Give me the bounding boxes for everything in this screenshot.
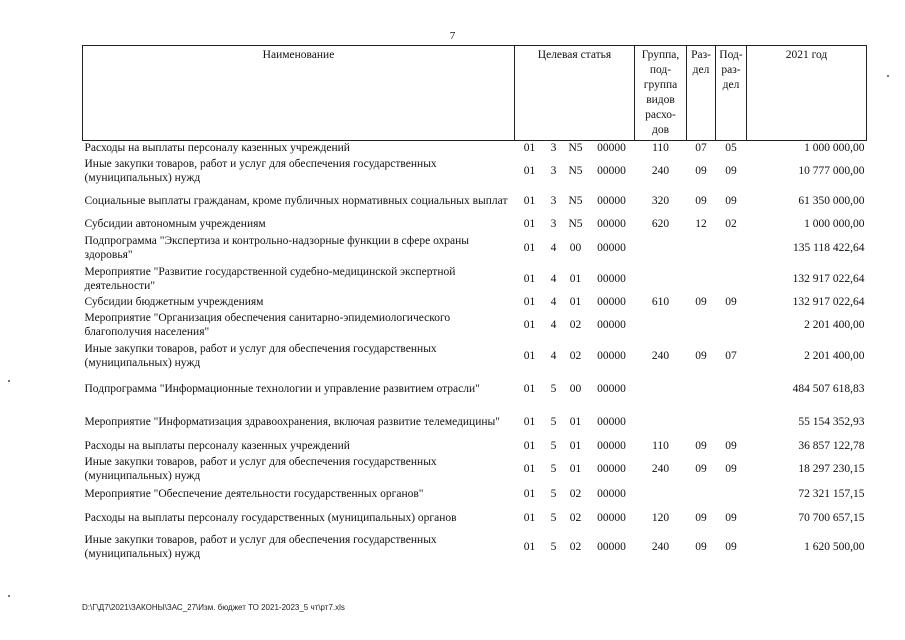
row-code-subprogram: 5 xyxy=(550,540,557,553)
row-subsection: 05 xyxy=(725,142,737,155)
row-subsection xyxy=(716,310,747,341)
row-code-direction: 00000 xyxy=(597,194,626,207)
row-code-subprogram: 5 xyxy=(550,416,557,428)
row-code-program: 01 xyxy=(523,218,536,230)
row-code-program: 01 xyxy=(523,382,536,395)
row-name: Мероприятие "Развитие государственной судебно-медицинской экспертной деятельности" xyxy=(84,265,456,292)
row-section xyxy=(687,310,716,341)
row-name: Социальные выплаты гражданам, кроме публичных нормативных социальных выплат xyxy=(84,194,508,207)
file-path-footer: D:\Г\Д7\2021\ЗАКОНЫ\ЗАС_27\Изм. бюджет ТО 2021-2023_5 чт\рт7.xls xyxy=(82,603,345,612)
row-code-program: 01 xyxy=(523,272,536,285)
row-name: Субсидии автономным учреждениям xyxy=(84,218,266,230)
scan-mark xyxy=(8,595,10,597)
row-name: Расходы на выплаты персоналу государственных (муниципальных) органов xyxy=(84,511,457,524)
table-row xyxy=(83,216,867,233)
row-expense-group xyxy=(635,264,687,294)
row-code-subprogram: 4 xyxy=(550,295,557,308)
row-subsection: 09 xyxy=(725,540,737,553)
row-expense-group: 620 xyxy=(651,218,670,230)
header-name: Наименование xyxy=(83,46,515,141)
row-code-direction: 00000 xyxy=(597,540,626,553)
row-code-event: N5 xyxy=(568,194,583,207)
row-amount: 61 350 000,00 xyxy=(798,194,865,207)
row-amount: 132 917 022,64 xyxy=(792,272,865,285)
table-row xyxy=(83,264,867,294)
row-section: 09 xyxy=(695,440,707,452)
row-name: Иные закупки товаров, работ и услуг для обеспечения государственных (муниципальных) нужд xyxy=(84,455,437,482)
row-subsection: 09 xyxy=(725,164,737,177)
row-code-event: N5 xyxy=(568,164,583,177)
row-expense-group xyxy=(635,372,687,406)
row-name: Расходы на выплаты персоналу казенных учреждений xyxy=(84,142,350,155)
row-subsection xyxy=(716,484,747,505)
row-code-direction: 00000 xyxy=(597,488,626,500)
scan-mark xyxy=(887,75,889,77)
row-subsection xyxy=(716,264,747,294)
row-amount: 1 000 000,00 xyxy=(804,142,865,155)
row-code-event: 02 xyxy=(569,511,582,524)
header-target-article: Целевая статья xyxy=(515,46,635,141)
row-code-program: 01 xyxy=(523,511,536,524)
row-name: Иные закупки товаров, работ и услуг для обеспечения государственных (муниципальных) нужд xyxy=(84,157,437,184)
row-name: Подпрограмма "Экспертиза и контрольно-надзорные функции в сфере охраны здоровья" xyxy=(84,235,470,261)
table-row xyxy=(83,233,867,264)
row-subsection: 09 xyxy=(725,194,737,207)
row-subsection xyxy=(716,406,747,439)
row-code-subprogram: 5 xyxy=(550,382,557,395)
row-section xyxy=(687,372,716,406)
row-code-program: 01 xyxy=(523,462,536,475)
row-code-program: 01 xyxy=(523,440,536,452)
row-code-direction: 00000 xyxy=(597,462,626,475)
row-code-subprogram: 5 xyxy=(550,462,557,475)
row-code-direction: 00000 xyxy=(597,511,626,524)
row-code-program: 01 xyxy=(523,242,536,254)
row-code-event: 01 xyxy=(569,440,582,452)
row-code-subprogram: 3 xyxy=(550,194,557,207)
row-subsection xyxy=(716,372,747,406)
row-code-program: 01 xyxy=(523,416,536,428)
row-code-subprogram: 4 xyxy=(550,350,557,362)
row-expense-group xyxy=(635,406,687,439)
row-name: Иные закупки товаров, работ и услуг для обеспечения государственных (муниципальных) нужд xyxy=(84,533,437,560)
row-amount: 2 201 400,00 xyxy=(804,350,865,362)
row-name: Мероприятие "Обеспечение деятельности государственных органов" xyxy=(84,488,424,500)
row-amount: 55 154 352,93 xyxy=(798,416,865,428)
row-expense-group: 240 xyxy=(651,540,670,553)
row-amount: 484 507 618,83 xyxy=(792,382,865,395)
row-section: 09 xyxy=(695,194,707,207)
row-amount: 1 620 500,00 xyxy=(804,540,865,553)
row-code-program: 01 xyxy=(523,194,536,207)
row-name: Подпрограмма "Информационные технологии и управление развитием отрасли" xyxy=(84,382,480,395)
row-code-program: 01 xyxy=(523,488,536,500)
row-code-subprogram: 4 xyxy=(550,272,557,285)
row-expense-group: 120 xyxy=(651,511,670,524)
table-row xyxy=(83,186,867,216)
row-subsection: 07 xyxy=(725,350,737,362)
row-section xyxy=(687,233,716,264)
row-amount: 18 297 230,15 xyxy=(798,462,865,475)
table-row xyxy=(83,439,867,454)
row-amount: 2 201 400,00 xyxy=(804,319,865,331)
row-amount: 10 777 000,00 xyxy=(798,164,865,177)
row-name: Иные закупки товаров, работ и услуг для обеспечения государственных (муниципальных) нужд xyxy=(84,343,437,369)
row-section xyxy=(687,484,716,505)
row-code-subprogram: 4 xyxy=(550,242,557,254)
row-expense-group: 610 xyxy=(651,295,670,308)
row-code-event: 02 xyxy=(569,319,582,331)
row-expense-group: 240 xyxy=(651,462,670,475)
row-amount: 70 700 657,15 xyxy=(798,511,865,524)
table-row xyxy=(83,484,867,505)
row-code-event: N5 xyxy=(568,142,583,155)
row-name: Субсидии бюджетным учреждениям xyxy=(84,295,264,308)
table-row xyxy=(83,156,867,186)
row-expense-group xyxy=(635,233,687,264)
row-code-subprogram: 3 xyxy=(550,164,557,177)
row-expense-group: 110 xyxy=(652,142,669,155)
table-row xyxy=(83,531,867,563)
row-expense-group xyxy=(635,484,687,505)
header-year: 2021 год xyxy=(747,46,867,141)
row-expense-group: 110 xyxy=(652,440,669,452)
row-section: 09 xyxy=(695,462,707,475)
row-code-direction: 00000 xyxy=(597,416,626,428)
row-code-direction: 00000 xyxy=(597,142,626,155)
row-expense-group: 240 xyxy=(651,350,670,362)
row-code-direction: 00000 xyxy=(597,164,626,177)
row-code-event: 01 xyxy=(569,272,582,285)
row-code-subprogram: 4 xyxy=(550,319,557,331)
row-code-subprogram: 5 xyxy=(550,488,557,500)
row-code-direction: 00000 xyxy=(597,242,626,254)
row-section: 09 xyxy=(695,295,707,308)
row-code-program: 01 xyxy=(523,295,536,308)
row-code-event: 01 xyxy=(569,295,582,308)
row-code-program: 01 xyxy=(523,142,536,155)
table-row xyxy=(83,310,867,341)
table-row xyxy=(83,341,867,372)
row-code-direction: 00000 xyxy=(597,350,626,362)
table-row xyxy=(83,294,867,310)
row-code-subprogram: 5 xyxy=(550,440,557,452)
row-expense-group: 240 xyxy=(651,164,670,177)
row-subsection: 02 xyxy=(725,218,737,230)
row-section xyxy=(687,264,716,294)
row-code-event: 02 xyxy=(569,488,582,500)
row-code-event: 00 xyxy=(569,242,582,254)
row-subsection: 09 xyxy=(725,295,737,308)
table-row xyxy=(83,505,867,531)
row-name: Расходы на выплаты персоналу казенных учреждений xyxy=(84,440,350,452)
row-code-program: 01 xyxy=(523,164,536,177)
row-amount: 1 000 000,00 xyxy=(804,218,865,230)
table-row xyxy=(83,141,867,156)
header-group: Группа, под- группа видов расхо- дов xyxy=(635,46,687,141)
budget-table xyxy=(82,45,867,563)
row-code-subprogram: 3 xyxy=(550,142,557,155)
row-section: 09 xyxy=(695,540,707,553)
row-amount: 36 857 122,78 xyxy=(798,440,865,452)
row-code-event: N5 xyxy=(568,218,583,230)
row-code-event: 02 xyxy=(569,350,582,362)
row-code-event: 01 xyxy=(569,416,582,428)
row-code-program: 01 xyxy=(523,350,536,362)
row-expense-group: 320 xyxy=(651,194,670,207)
row-code-direction: 00000 xyxy=(597,295,626,308)
row-amount: 132 917 022,64 xyxy=(792,295,865,308)
row-name: Мероприятие "Организация обеспечения санитарно-эпидемиологического благополучия населения" xyxy=(84,312,451,338)
row-code-subprogram: 5 xyxy=(550,511,557,524)
row-section xyxy=(687,406,716,439)
row-code-event: 00 xyxy=(569,382,582,395)
row-code-direction: 00000 xyxy=(597,272,626,285)
row-expense-group xyxy=(635,310,687,341)
row-name: Мероприятие "Информатизация здравоохранения, включая развитие телемедицины" xyxy=(84,416,500,428)
row-amount: 135 118 422,64 xyxy=(793,242,865,254)
row-subsection: 09 xyxy=(725,511,737,524)
row-section: 07 xyxy=(695,142,707,155)
row-code-direction: 00000 xyxy=(597,319,626,331)
row-code-event: 02 xyxy=(569,540,582,553)
table-header-row xyxy=(83,46,867,141)
row-section: 09 xyxy=(695,350,707,362)
row-amount: 72 321 157,15 xyxy=(798,488,865,500)
row-section: 09 xyxy=(695,511,707,524)
row-code-program: 01 xyxy=(523,540,536,553)
row-code-direction: 00000 xyxy=(597,218,626,230)
row-code-program: 01 xyxy=(523,319,536,331)
row-code-subprogram: 3 xyxy=(550,218,557,230)
row-subsection xyxy=(716,233,747,264)
table-row xyxy=(83,406,867,439)
page-number: 7 xyxy=(449,30,456,42)
table-row xyxy=(83,454,867,484)
table-row xyxy=(83,372,867,406)
row-code-direction: 00000 xyxy=(597,440,626,452)
row-subsection: 09 xyxy=(725,440,737,452)
row-code-direction: 00000 xyxy=(597,382,626,395)
row-code-event: 01 xyxy=(569,462,582,475)
row-section: 12 xyxy=(695,218,707,230)
header-subsection: Под- раз- дел xyxy=(716,46,747,141)
row-section: 09 xyxy=(695,164,707,177)
header-section: Раз- дел xyxy=(687,46,716,141)
row-subsection: 09 xyxy=(725,462,737,475)
scan-mark xyxy=(8,380,10,382)
